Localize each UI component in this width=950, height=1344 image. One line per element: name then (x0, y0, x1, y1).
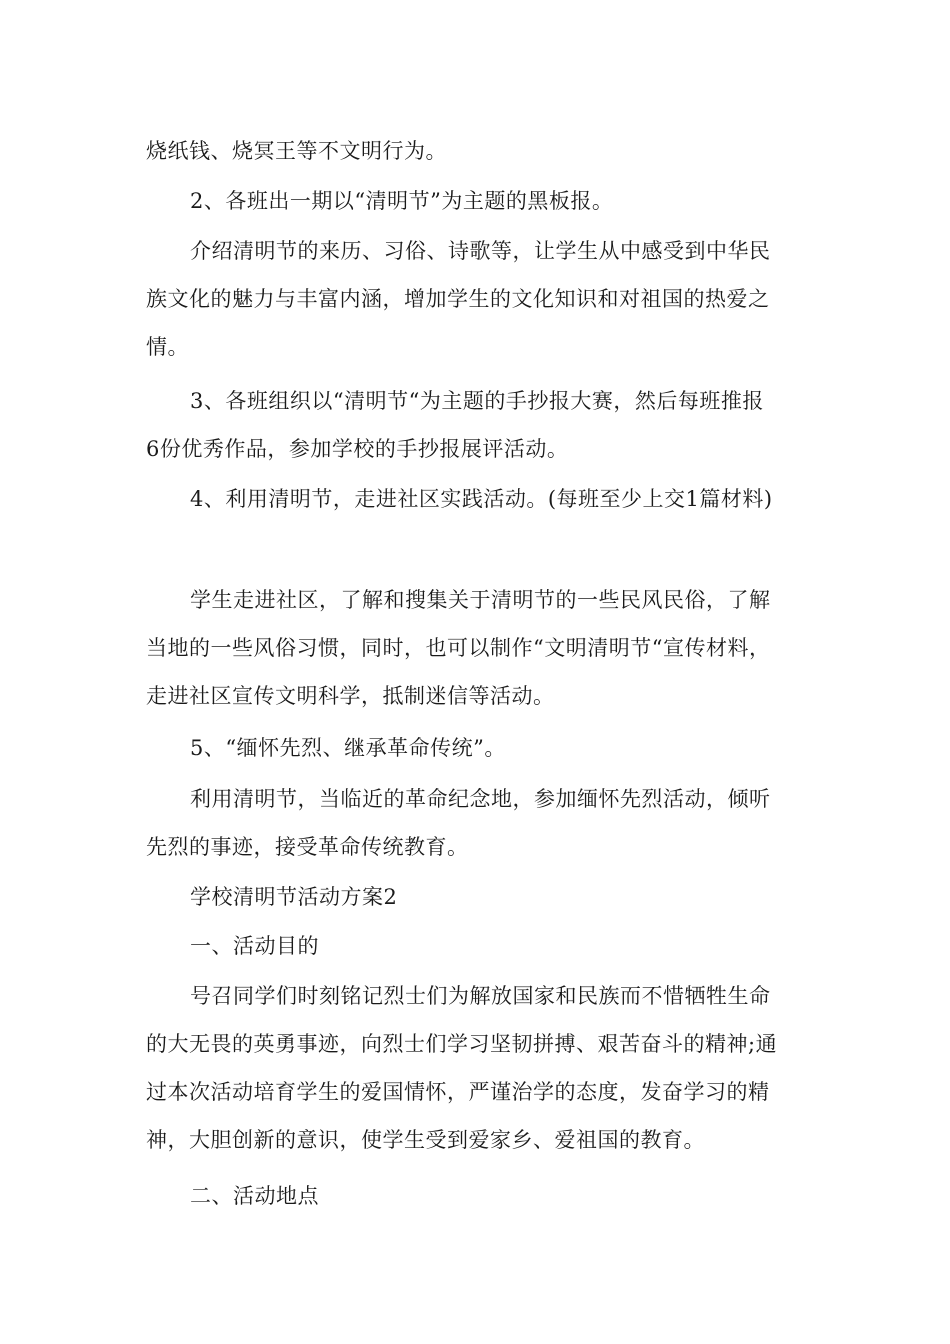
text-line: 学校清明节活动方案2 (190, 885, 398, 909)
text-line: 4、利用清明节，走进社区实践活动。(每班至少上交1篇材料) (190, 487, 773, 511)
text-line: 先烈的事迹，接受革命传统教育。 (146, 835, 469, 859)
paragraph-2 (190, 177, 860, 225)
text-line: 利用清明节，当临近的革命纪念地，参加缅怀先烈活动，倾听 (190, 787, 771, 811)
text-line: 6份优秀作品，参加学校的手抄报展评活动。 (146, 437, 569, 461)
paragraph-4 (146, 377, 816, 473)
text-line: 情。 (146, 335, 189, 359)
text-line: 烧纸钱、烧冥王等不文明行为。 (146, 139, 447, 163)
text-line: 二、活动地点 (190, 1184, 319, 1208)
text-line: 5、“缅怀先烈、继承革命传统”。 (190, 736, 506, 760)
section-title (190, 873, 860, 921)
paragraph-8 (146, 775, 816, 871)
paragraph-6 (146, 576, 816, 720)
text-line: 的大无畏的英勇事迹，向烈士们学习坚韧拼搏、艰苦奋斗的精神;通 (146, 1032, 778, 1056)
text-line: 当地的一些风俗习惯，同时，也可以制作“文明清明节“宣传材料， (146, 636, 771, 660)
text-line: 走进社区宣传文明科学，抵制迷信等活动。 (146, 684, 555, 708)
paragraph-11 (146, 972, 816, 1164)
paragraph-5 (190, 475, 860, 523)
text-line: 学生走进社区，了解和搜集关于清明节的一些民风民俗，了解 (190, 588, 771, 612)
text-line: 族文化的魅力与丰富内涵，增加学生的文化知识和对祖国的热爱之 (146, 287, 770, 311)
text-line: 3、各班组织以“清明节“为主题的手抄报大赛，然后每班推报 (190, 389, 764, 413)
paragraph-1 (146, 127, 816, 175)
text-line: 过本次活动培育学生的爱国情怀，严谨治学的态度，发奋学习的精 (146, 1080, 770, 1104)
paragraph-3 (146, 227, 816, 371)
section-heading-1 (190, 922, 860, 970)
text-line: 神，大胆创新的意识，使学生受到爱家乡、爱祖国的教育。 (146, 1128, 705, 1152)
text-line: 号召同学们时刻铭记烈士们为解放国家和民族而不惜牺牲生命 (190, 984, 771, 1008)
paragraph-7 (190, 724, 860, 772)
text-line: 介绍清明节的来历、习俗、诗歌等，让学生从中感受到中华民 (190, 239, 771, 263)
section-heading-2 (190, 1172, 860, 1220)
text-line: 2、各班出一期以“清明节”为主题的黑板报。 (190, 189, 614, 213)
text-line: 一、活动目的 (190, 934, 319, 958)
